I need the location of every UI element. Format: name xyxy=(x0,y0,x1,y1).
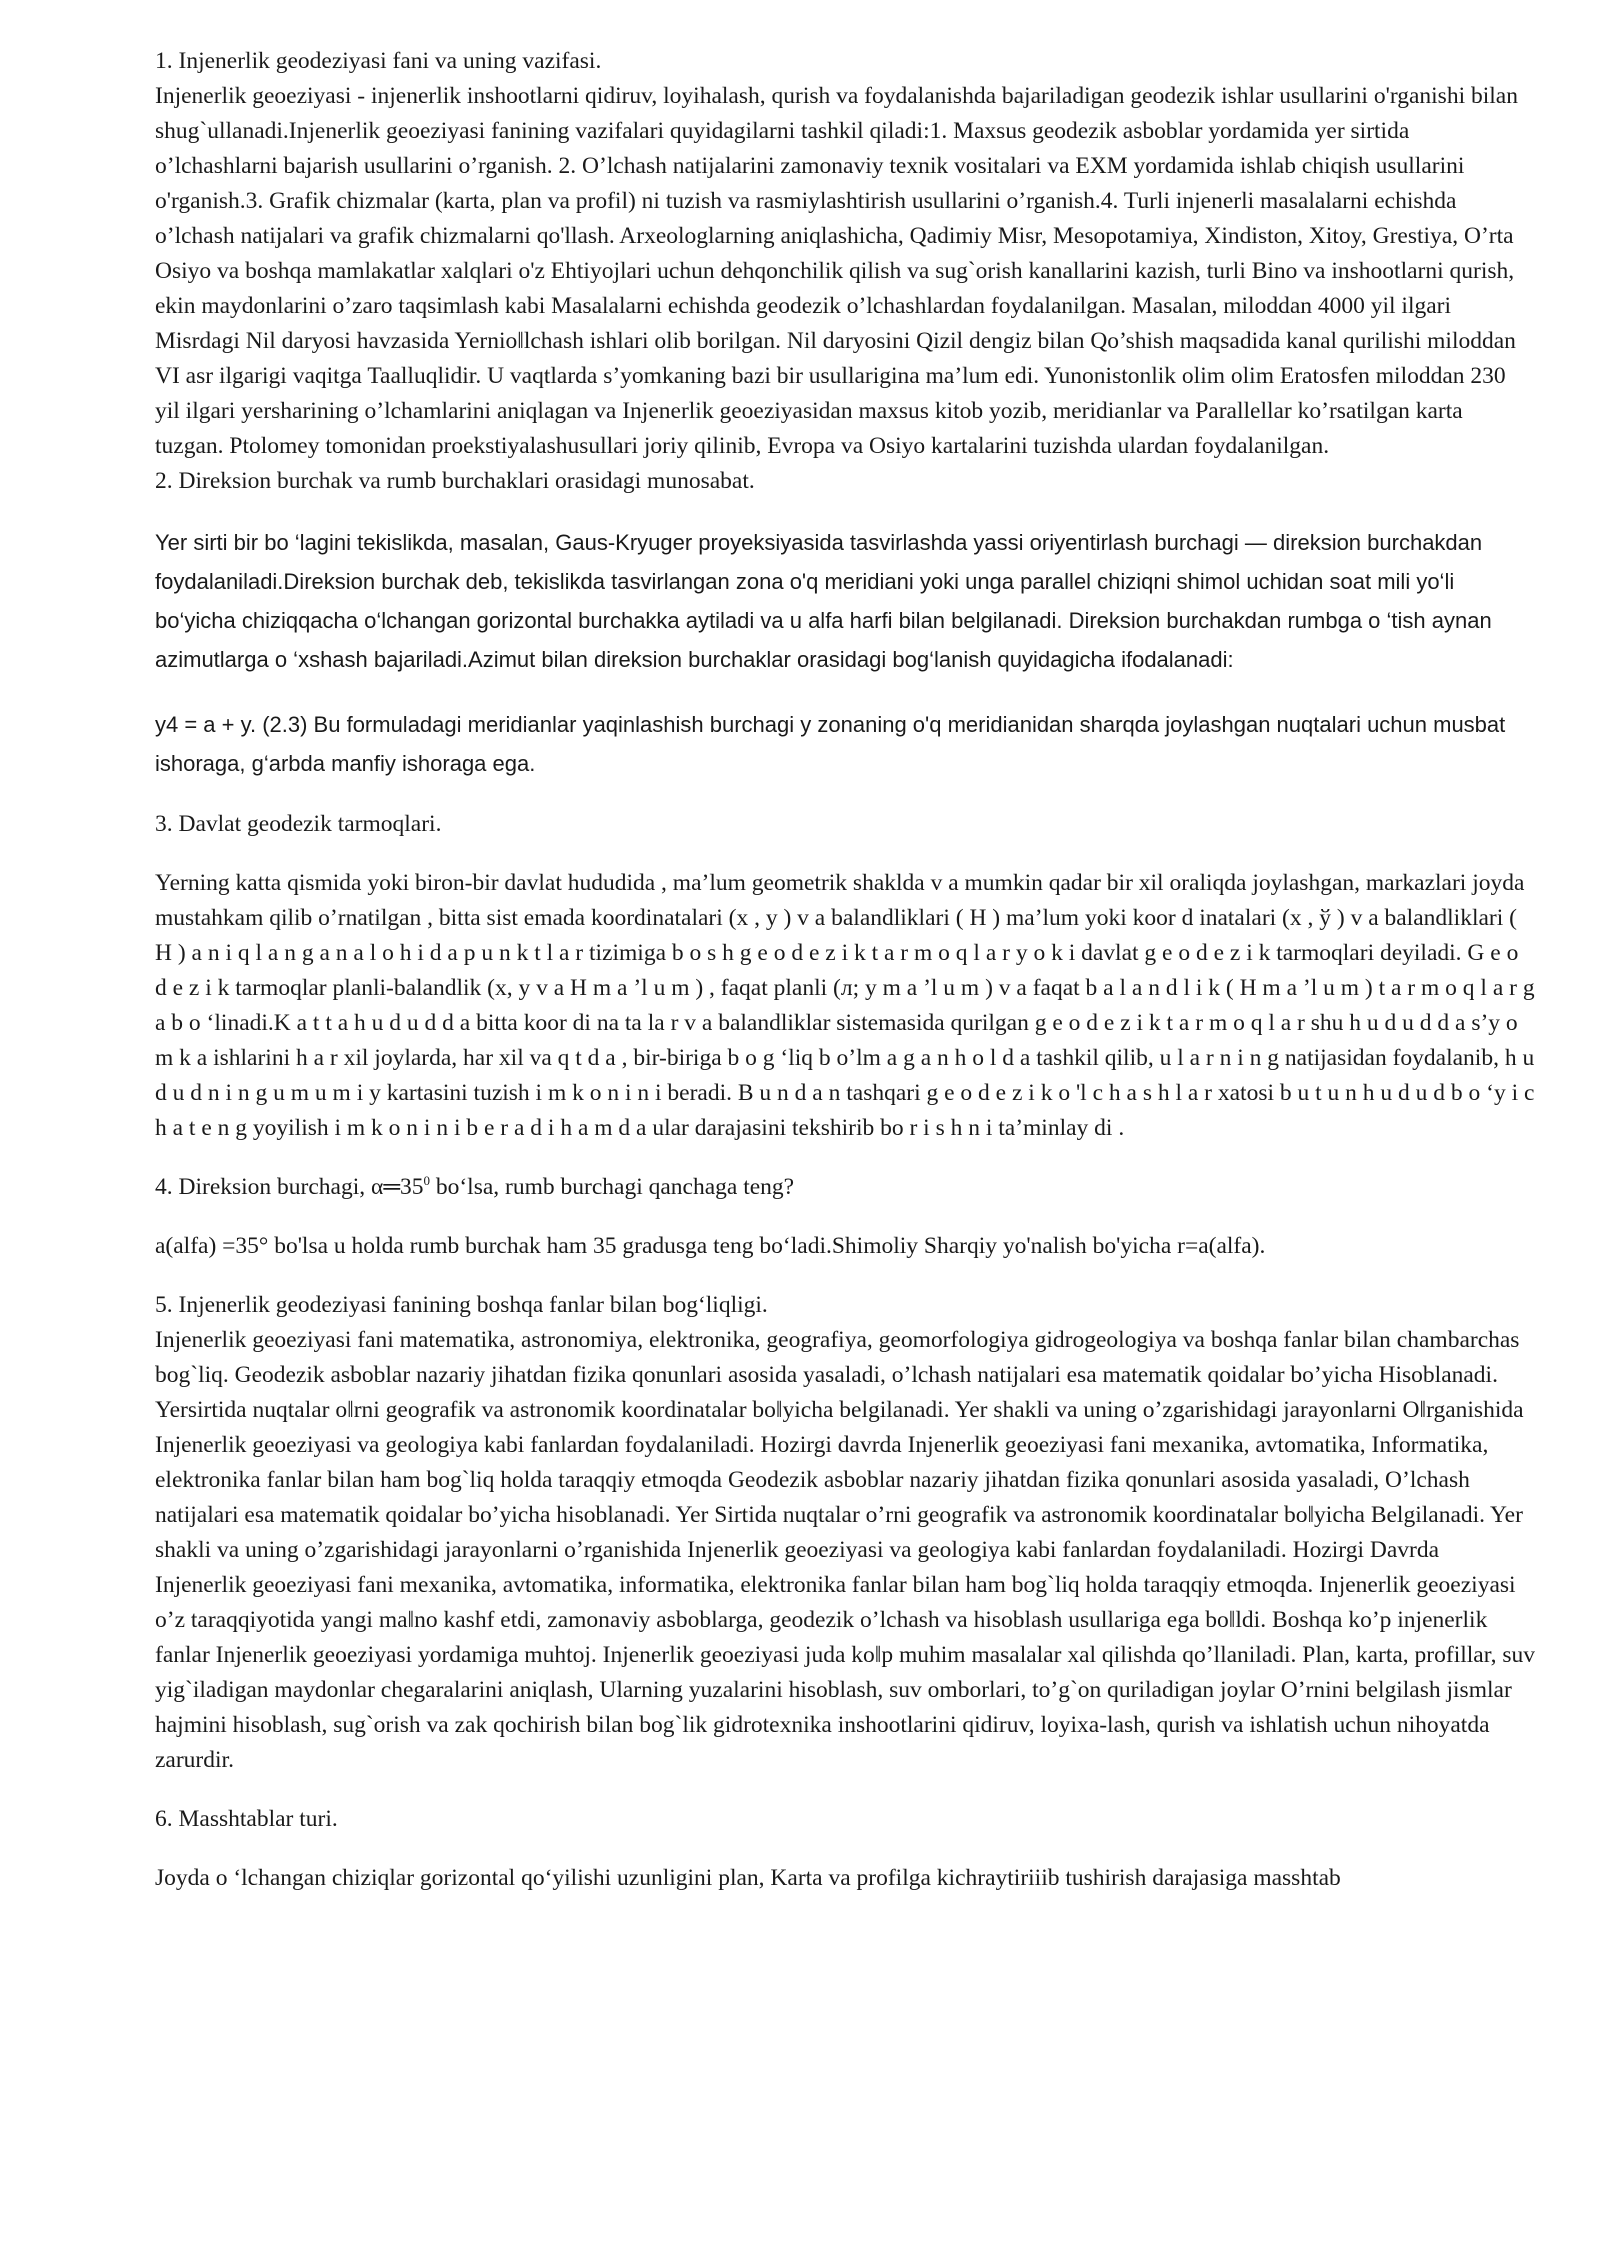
section-6-heading: 6. Masshtablar turi. xyxy=(155,1806,338,1832)
section-6 xyxy=(155,1802,1535,1896)
section-2 xyxy=(155,523,1535,783)
section-3 xyxy=(155,807,1535,1146)
section-2-paragraph-2: y4 = a + y. (2.3) Bu formuladagi meridianlar yaqinlashish burchagi y zonaning o'q meridianidan sharqda joylashgan nuqtalari uchun musbat ishoraga, g‘arbda manfiy ishoraga ega. xyxy=(155,712,1506,776)
section-5-body: Injenerlik geoeziyasi fani matematika, astronomiya, elektronika, geografiya, geomorfologiya gidrogeologiya va boshqa fanlar bilan chambarchas bog`liq. Geodezik asboblar nazariy jihatdan fizika qonunlari asosida yasaladi, o’lchash natijalari esa matematik qoidalar bo’yicha Hisoblanadi. Yersirtida nuqtalar o‖rni geografik va astronomik koordinatalar bo‖yicha belgilanadi. Yer shakli va uning o’zgarishidagi jarayonlarni O‖rganishida Injenerlik geoeziyasi va geologiya kabi fanlardan foydalaniladi. Hozirgi davrda Injenerlik geoeziyasi fani mexanika, avtomatika, Informatika, elektronika fanlar bilan ham bog`liq holda taraqqiy etmoqda Geodezik asboblar nazariy jihatdan fizika qonunlari asosida yasaladi, O’lchash natijalari esa matematik qoidalar bo’yicha hisoblanadi. Yer Sirtida nuqtalar o’rni geografik va astronomik koordinatalar bo‖yicha Belgilanadi. Yer shakli va uning o’zgarishidagi jarayonlarni o’rganishida Injenerlik geoeziyasi va geologiya kabi fanlardan foydalaniladi. Hozirgi Davrda Injenerlik geoeziyasi fani mexanika, avtomatika, informatika, elektronika fanlar bilan ham bog`liq holda taraqqiy etmoqda. Injenerlik geoeziyasi o’z taraqqiyotida yangi ma‖no kashf etdi, zamonaviy asboblarga, geodezik o’lchash va hisoblash usullariga ega bo‖ldi. Boshqa ko’p injenerlik fanlar Injenerlik geoeziyasi yordamiga muhtoj. Injenerlik geoeziyasi juda ko‖p muhim masalalar xal qilishda qo’llaniladi. Plan, karta, profillar, suv yig`iladigan maydonlar chegaralarini aniqlash, Ularning yuzalarini hisoblash, suv omborlari, to’g`on quriladigan joylar O’rnini belgilash jismlar hajmini hisoblash, sug`orish va zak qochirish bilan bog`lik gidrotexnika inshootlarini qidiruv, loyixa-lash, qurish va ishlatish uchun nihoyatda zarurdir. xyxy=(155,1327,1535,1773)
section-6-body: Joyda o ‘lchangan chiziqlar gorizontal qo‘yilishi uzunligini plan, Karta va profilga kichraytiriiib tushirish darajasiga masshtab xyxy=(155,1865,1341,1891)
document-page xyxy=(155,44,1535,1896)
section-1 xyxy=(155,44,1535,499)
section-5 xyxy=(155,1288,1535,1778)
section-1-heading: 1. Injenerlik geodeziyasi fani va uning vazifasi. xyxy=(155,48,602,74)
section-4 xyxy=(155,1170,1535,1264)
section-1-body: Injenerlik geoeziyasi - injenerlik inshootlarni qidiruv, loyihalash, qurish va foydalanishda bajariladigan geodezik ishlar usullarini o'rganishi bilan shug`ullanadi.Injenerlik geoeziyasi fanining vazifalari quyidagilarni tashkil qiladi:1. Maxsus geodezik asboblar yordamida yer sirtida o’lchashlarni bajarish usullarini o’rganish. 2. O’lchash natijalarini zamonaviy texnik vositalari va EXM yordamida ishlab chiqish usullarini o'rganish.3. Grafik chizmalar (karta, plan va profil) ni tuzish va rasmiylashtirish usullarini o’rganish.4. Turli injenerli masalalarni echishda o’lchash natijalari va grafik chizmalarni qo'llash. Arxeologlarning aniqlashicha, Qadimiy Misr, Mesopotamiya, Xindiston, Xitoy, Grestiya, O’rta Osiyo va boshqa mamlakatlar xalqlari o'z Ehtiyojlari uchun dehqonchilik qilish va sug`orish kanallarini kazish, turli Bino va inshootlarni qurish, ekin maydonlarini o’zaro taqsimlash kabi Masalalarni echishda geodezik o’lchashlardan foydalanilgan. Masalan, miloddan 4000 yil ilgari Misrdagi Nil daryosi havzasida Yernio‖lchash ishlari olib borilgan. Nil daryosini Qizil dengiz bilan Qo’shish maqsadida kanal qurilishi miloddan VI asr ilgarigi vaqitga Taalluqlidir. U vaqtlarda s’yomkaning bazi bir usullarigina ma’lum edi. Yunonistonlik olim olim Eratosfen miloddan 230 yil ilgari yersharining o’lchamlarini aniqlagan va Injenerlik geoeziyasidan maxsus kitob yozib, meridianlar va Parallellar ko’rsatilgan karta tuzgan. Ptolomey tomonidan proekstiyalashusullari joriy qilinib, Evropa va Osiyo kartalarini tuzishda ulardan foydalanilgan. xyxy=(155,83,1518,459)
section-2-paragraph-1: Yer sirti bir bo ‘lagini tekislikda, masalan, Gaus-Kryuger proyeksiyasida tasvirlashda yassi oriyentirlash burchagi — direksion burchakdan foydalaniladi.Direksion burchak deb, tekislikda tasvirlangan zona o'q meridiani yoki unga parallel chiziqni shimol uchidan soat mili yo‘li bo‘yicha chiziqqacha o‘lchangan gorizontal burchakka aytiladi va u alfa harfi bilan belgilanadi. Direksion burchakdan rumbga o ‘tish aynan azimutlarga o ‘xshash bajariladi.Azimut bilan direksion burchaklar orasidagi bog‘lanish quyidagicha ifodalanadi: xyxy=(155,530,1492,672)
section-2-heading: 2. Direksion burchak va rumb burchaklari orasidagi munosabat. xyxy=(155,468,755,494)
section-5-heading: 5. Injenerlik geodeziyasi fanining boshqa fanlar bilan bog‘liqligi. xyxy=(155,1292,768,1318)
section-3-body: Yerning katta qismida yoki biron-bir davlat hududida , ma’lum geometrik shaklda v a mumkin qadar bir xil oraliqda joylashgan, markazlari joyda mustahkam qilib o’rnatilgan , bitta sist emada koordinatalari (x , y ) v a balandliklari ( H ) ma’lum yoki koor d inatalari (x , ў ) v a balandliklari ( H ) a n i q l a n g a n a l o h i d a p u n k t l a r tizimiga b o s h g e o d e z i k t a r m o q l a r y o k i davlat g e o d e z i k tarmoqlari deyiladi. G e o d e z i k tarmoqlar planli-balandlik (x, y v a H m a ’l u m ) , faqat planli (л; y m a ’l u m ) v a faqat b a l a n d l i k ( H m a ’l u m ) t a r m o q l a r g a b o ‘linadi.K a t t a h u d u d d a bitta koor di na ta la r v a balandliklar sistemasida qurilgan g e o d e z i k t a r m o q l a r shu h u d u d d a s’y o m k a ishlarini h a r xil joylarda, har xil va q t d a , bir-biriga b o g ‘liq b o’lm a g a n h o l d a tashkil qilib, u l a r n i n g natijasidan foydalanib, h u d u d n i n g u m u m i y kartasini tuzish i m k o n i n i beradi. B u n d a n tashqari g e o d e z i k o 'l c h a s h l a r xatosi b u t u n h u d u d b o ‘y i c h a t e n g yoyilish i m k o n i n i b e r a d i h a m d a ular darajasini tekshirib bo r i s h n i ta’minlay di . xyxy=(155,870,1535,1141)
section-4-heading: 4. Direksion burchagi, $\alpha═35^0$ bo‘lsa, rumb burchagi qanchaga teng? xyxy=(155,1173,795,1200)
section-3-heading: 3. Davlat geodezik tarmoqlari. xyxy=(155,811,442,837)
section-4-answer: a(alfa) =35° bo'lsa u holda rumb burchak ham 35 gradusga teng bo‘ladi.Shimoliy Sharqiy yo'nalish bo'yicha r=a(alfa). xyxy=(155,1233,1266,1259)
